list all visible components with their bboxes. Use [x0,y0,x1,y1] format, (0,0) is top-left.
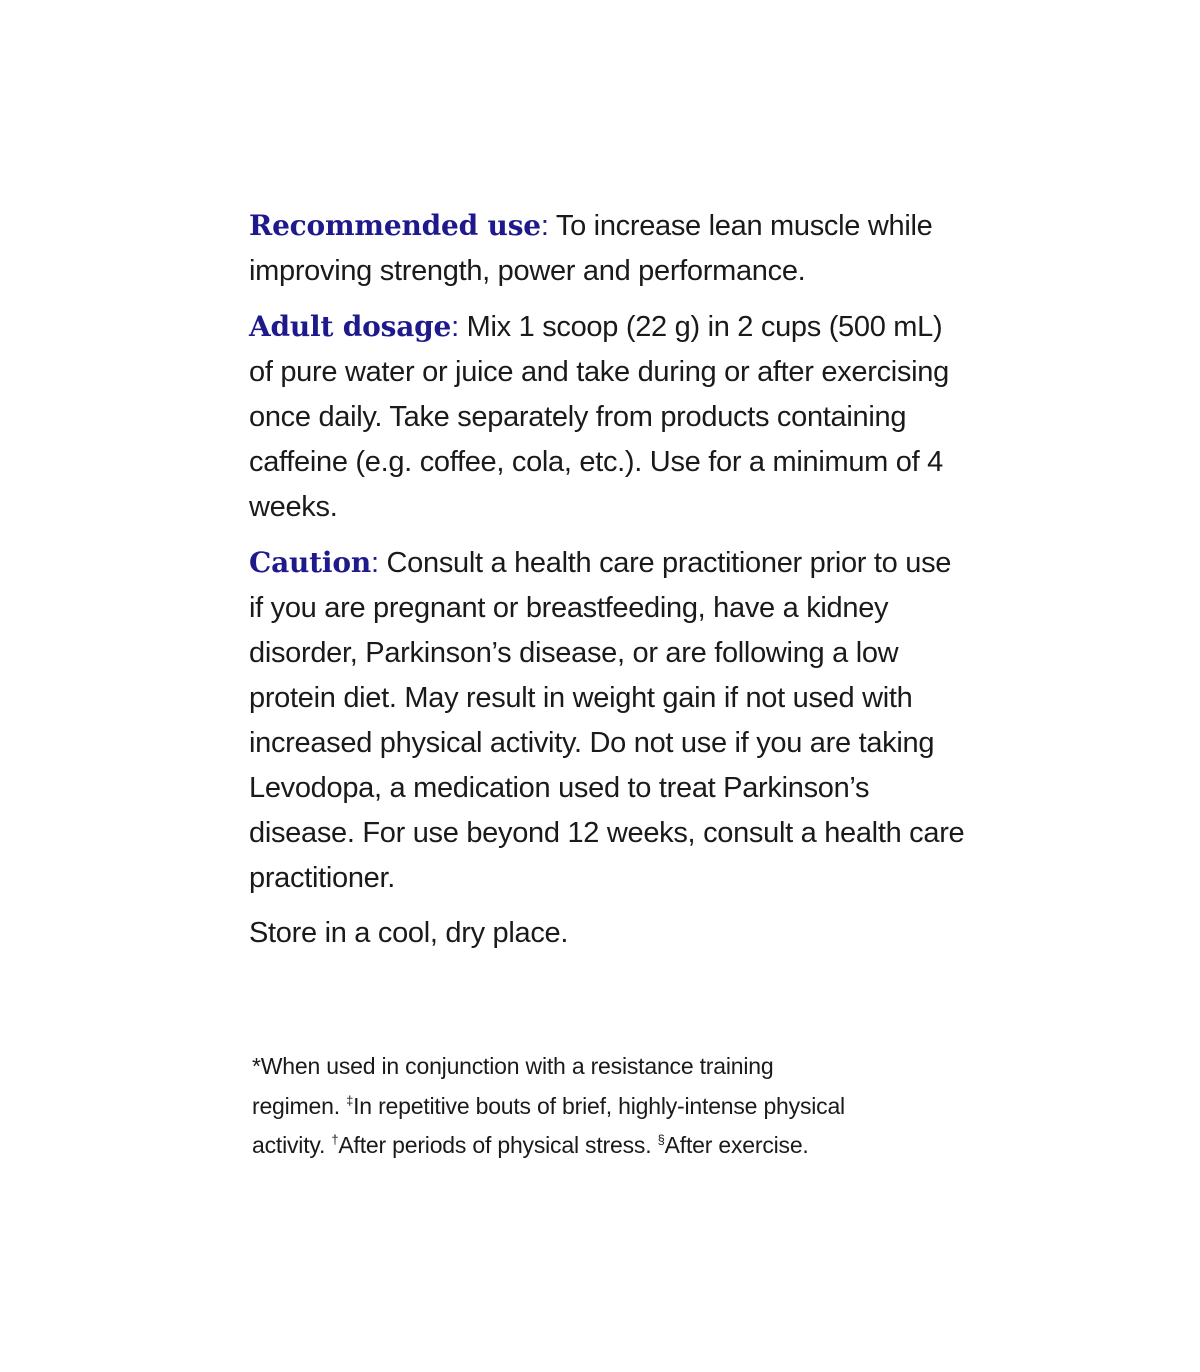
footnote-line-2 [252,1087,932,1127]
adult-dosage-heading: Adult dosage [249,310,452,343]
footnote-activity: activity. [252,1132,332,1158]
double-dagger-symbol: ‡ [346,1092,354,1108]
footnote-regimen: regimen. [252,1092,347,1119]
recommended-use-heading: Recommended use [249,209,541,242]
footnote-line-3 [252,1126,932,1166]
storage-text: Store in a cool, dry place. [249,917,569,949]
dagger-symbol: † [331,1132,339,1147]
adult-dosage-section [249,304,969,530]
section-symbol: § [657,1132,665,1147]
storage-section [249,911,969,956]
caution-colon: : [371,547,379,579]
footnote-repetitive-bouts: In repetitive bouts of brief, highly-intense physical [353,1092,845,1119]
product-label-directions [249,203,969,966]
caution-text: Consult a health care practitioner prior to use if you are pregnant or breastfeeding, have a kidney disorder, Parkinson’s disease, or are following a low protein diet. May result in weight gain if not used with increased physical activity. Do not use if you are taking Levodopa, a medication used to treat Parkinson’s disease. For use beyond 12 weeks, consult a health care practitioner. [249,547,965,894]
footnote-physical-stress: After periods of physical stress. [338,1132,658,1158]
footnote-line-1 [252,1047,932,1087]
adult-dosage-colon: : [451,311,459,343]
recommended-use-section [249,203,969,294]
recommended-use-colon: : [540,210,549,242]
adult-dosage-text: Mix 1 scoop (22 g) in 2 cups (500 mL) of pure water or juice and take during or after exercising once daily. Take separately from products containing caffeine (e.g. coffee, cola, etc.). Use for a minimum of 4 weeks. [249,311,949,523]
recommended-use-text: To increase lean muscle while improving strength, power and performance. [249,210,933,287]
footnote-after-exercise: After exercise. [664,1132,809,1158]
caution-section [249,540,969,901]
footnote-resistance-training: *When used in conjunction with a resistance training [252,1053,774,1079]
caution-heading: Caution [249,546,371,579]
footnotes [252,1047,932,1166]
